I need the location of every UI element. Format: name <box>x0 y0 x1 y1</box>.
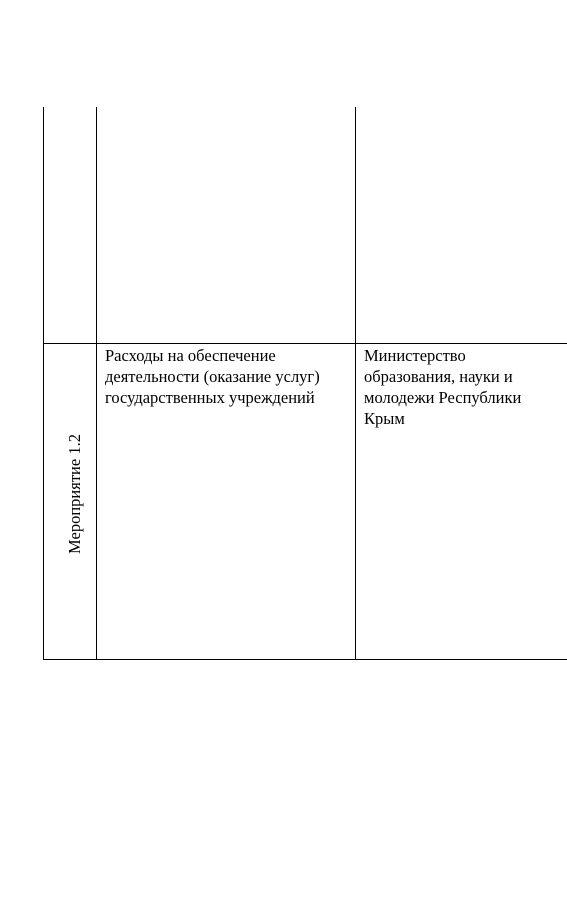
activity-cell <box>44 344 96 659</box>
table-border-col1 <box>96 107 97 660</box>
executor-cell: Министерство образования, науки и молодежи Республики Крым <box>364 346 522 428</box>
table-border-bottom <box>43 659 567 660</box>
table-border-col2 <box>355 107 356 660</box>
description-cell: Расходы на обеспечение деятельности (оказание услуг) государственных учреждений <box>105 346 320 407</box>
activity-label: Мероприятие 1.2 <box>65 434 84 554</box>
table-row-divider <box>43 343 567 344</box>
